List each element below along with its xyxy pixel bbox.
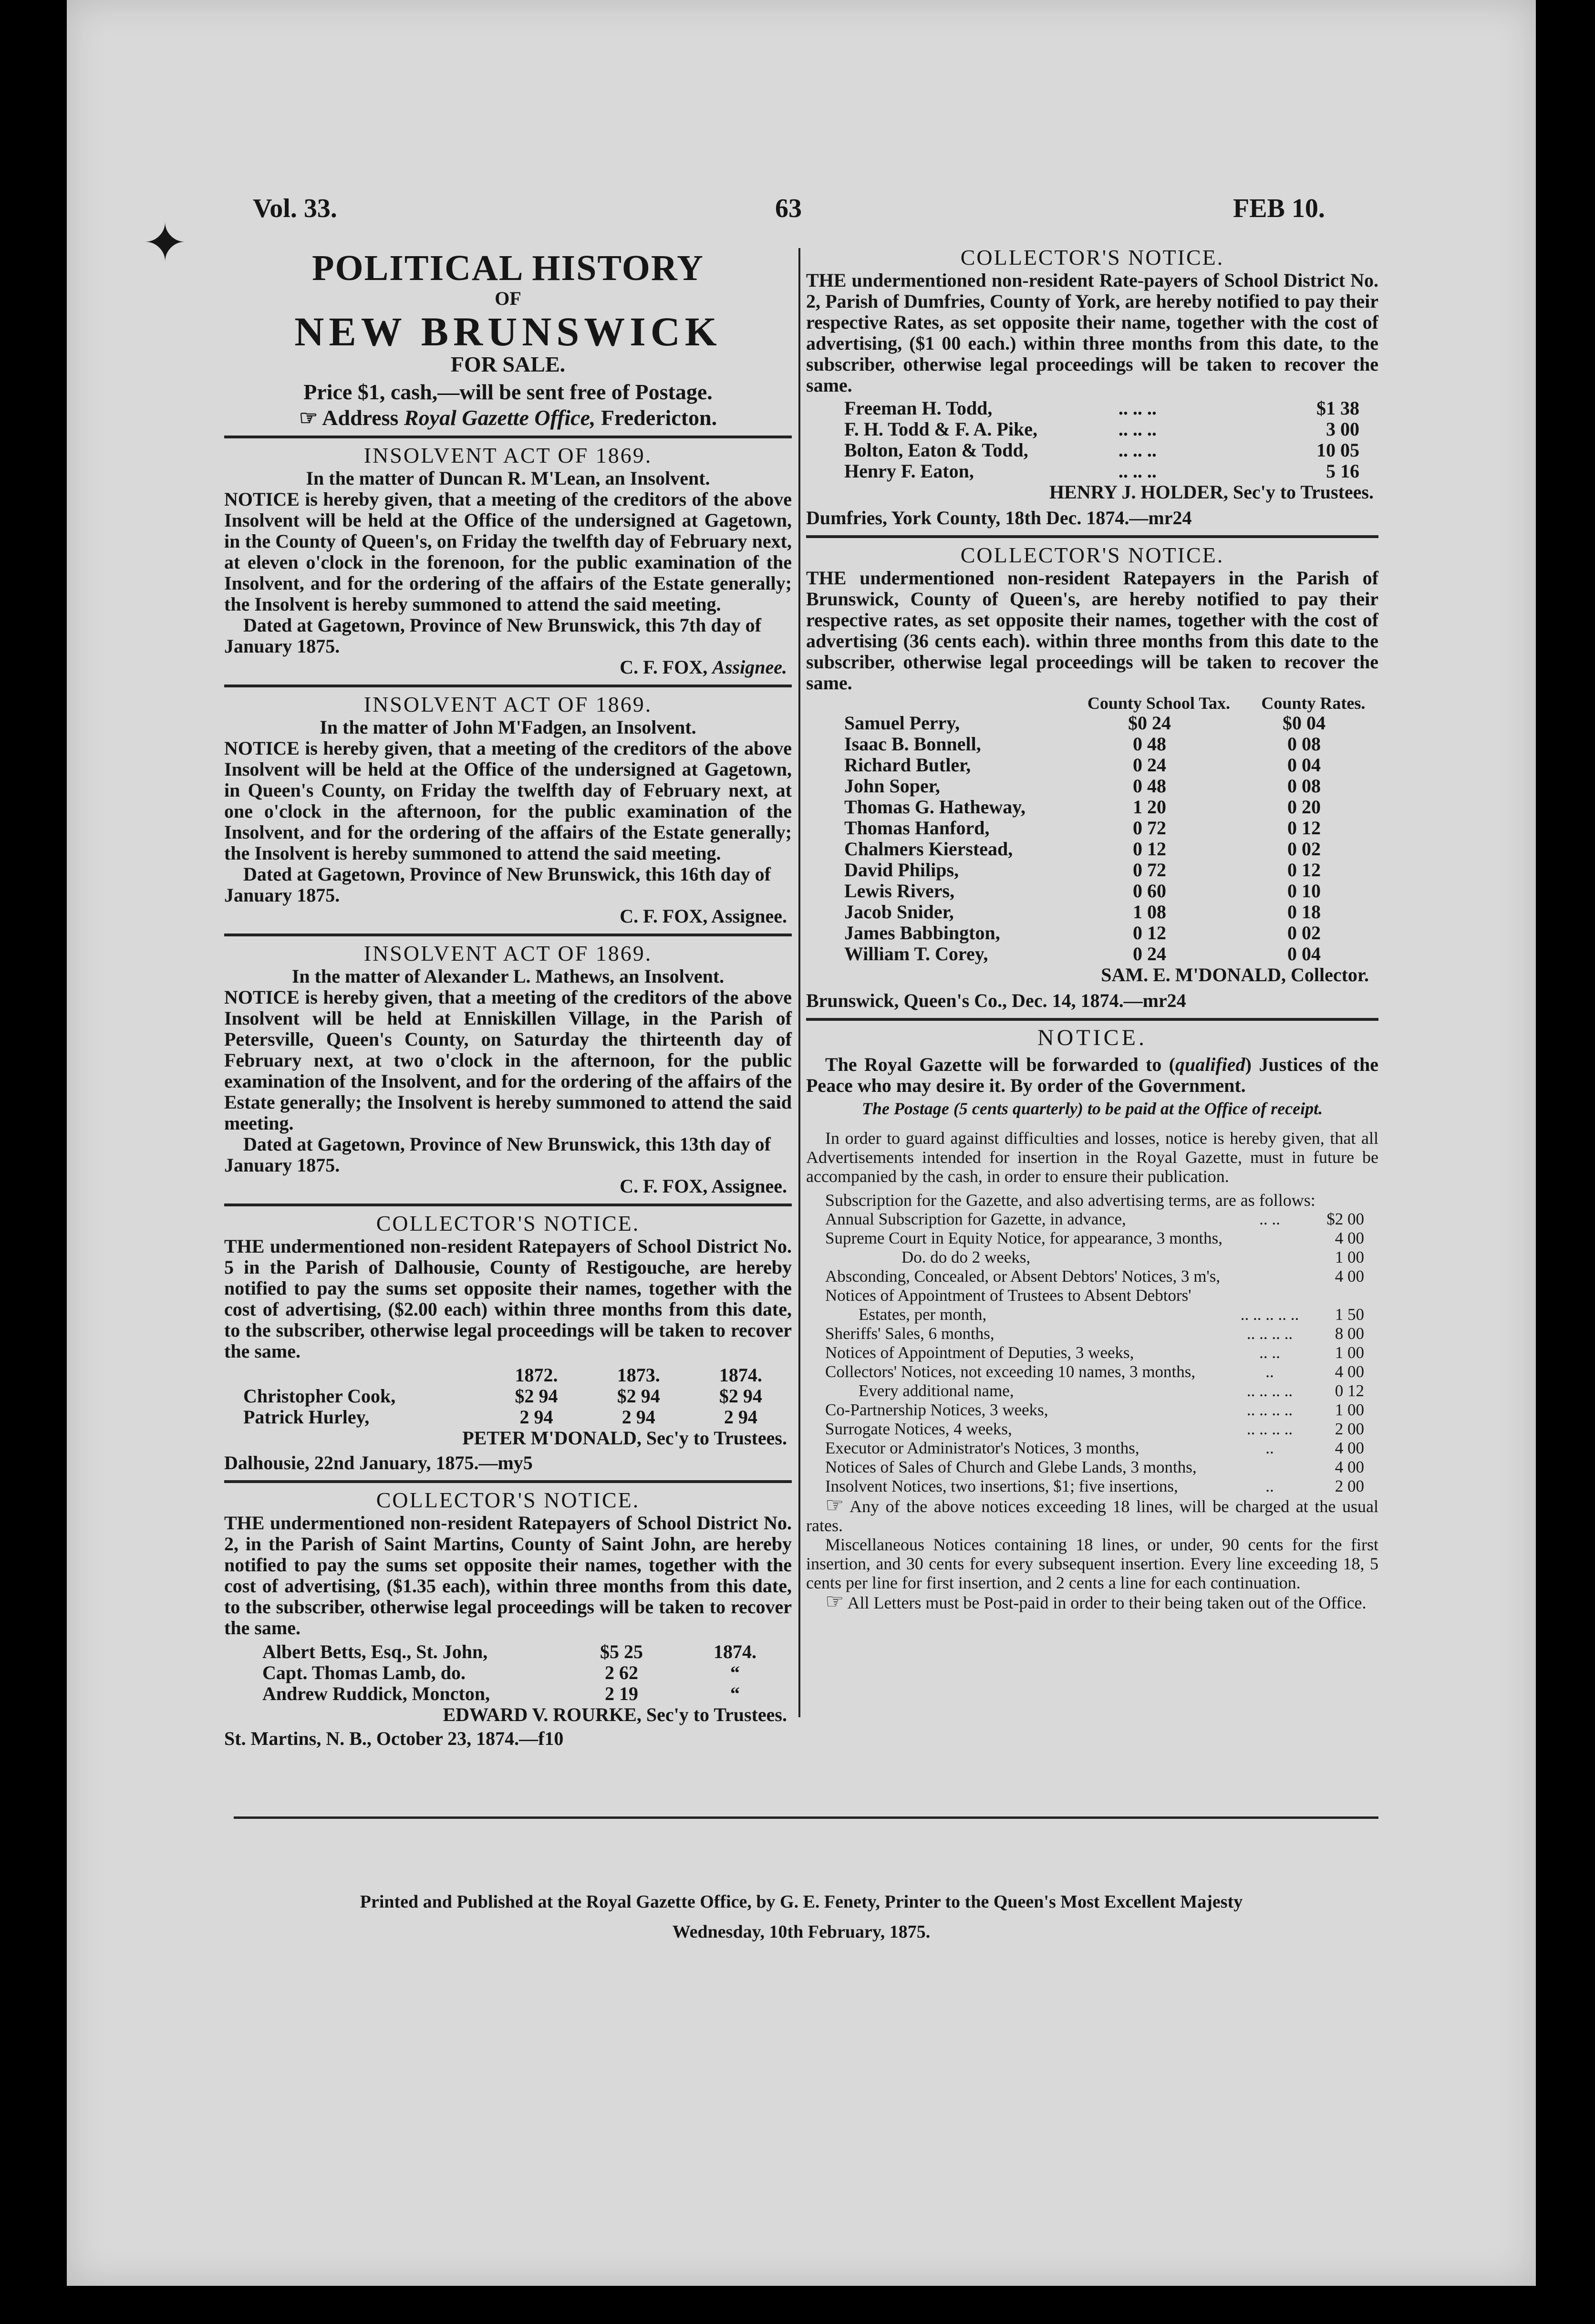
- bottom-rule: [234, 1816, 1378, 1819]
- table-row: William T. Corey, 0 24 0 04: [844, 943, 1321, 965]
- table-row: Christopher Cook, $2 94 $2 94 $2 94: [243, 1385, 762, 1407]
- fee-row: Supreme Court in Equity Notice, for appearance, 3 months, 4 00: [825, 1229, 1364, 1247]
- notice-title: COLLECTOR'S NOTICE.: [376, 1211, 640, 1235]
- notice-body: NOTICE is hereby given, that a meeting of the creditors of the above Insolvent will be held at the Office of the undersigned at Gagetown, in the County of Queen's, on Friday the twelfth day of February next, at eleven o'clock in the forenoon, for the public examination of the Insolvent, and for the ordering of the affairs of the Estate generally; the Insolvent is hereby summoned to attend the said meeting.: [224, 488, 792, 615]
- insolvent-notice-3: [224, 941, 792, 1197]
- fee-row: Annual Subscription for Gazette, in advance, .. .. $2 00: [825, 1210, 1364, 1228]
- notice-body: NOTICE is hereby given, that a meeting of the creditors of the above Insolvent will be held at the Office of the undersigned at Gagetown, in Queen's County, on Friday the twelfth day of February next, at one o'clock in the afternoon, for the public examination of the Insolvent, and for the ordering of the affairs of the Estate generally; the Insolvent is hereby summoned to attend the said meeting.: [224, 737, 792, 864]
- imprint-line: Printed and Published at the Royal Gazette Office, by G. E. Fenety, Printer to the Queen's Most Excellent Majesty: [360, 1892, 1243, 1912]
- year-header: 1872.: [515, 1364, 558, 1386]
- notice-dated: St. Martins, N. B., October 23, 1874.—f10: [224, 1728, 564, 1749]
- ratepayer-table: [806, 694, 1378, 713]
- notice-postage: The Postage (5 cents quarterly) to be paid at the Office of receipt.: [861, 1099, 1323, 1118]
- notice-signer: HENRY J. HOLDER, Sec'y to Trustees.: [1049, 481, 1374, 503]
- fee-row: Insolvent Notices, two insertions, $1; five insertions, .. 2 00: [825, 1477, 1364, 1495]
- divider: [224, 685, 792, 687]
- notice-title: INSOLVENT ACT OF 1869.: [363, 692, 652, 716]
- ratepayer-table: [806, 398, 1378, 482]
- ratepayer-table: [224, 1365, 792, 1428]
- insolvent-notice-2: [224, 692, 792, 927]
- divider: [224, 436, 792, 438]
- notice-excess-lines: ☞ Any of the above notices exceeding 18 lines, will be charged at the usual rates.: [806, 1494, 1378, 1535]
- notice-signer: PETER M'DONALD, Sec'y to Trustees.: [462, 1427, 787, 1449]
- fee-row: Notices of Appointment of Trustees to Absent Debtors': [825, 1286, 1191, 1305]
- ad-forsale: FOR SALE.: [450, 352, 566, 376]
- ad-name: NEW BRUNSWICK: [294, 309, 722, 354]
- column-divider: [798, 248, 800, 1717]
- notice-body: THE undermentioned non-resident Rate-payers of School District No. 2, Parish of Dumfries, County of York, are hereby notified to pay their respective Rates, as set opposite their name, together with the cost of advertising, ($1 00 each.) within three months from this date, to the subscriber, otherwise legal proceedings will be taken to recover the same.: [806, 270, 1378, 396]
- notice-signer: SAM. E. M'DONALD, Collector.: [1101, 964, 1369, 986]
- fee-row: Do. do do 2 weeks, 1 00: [901, 1248, 1364, 1266]
- table-row: Isaac B. Bonnell, 0 48 0 08: [844, 733, 1321, 755]
- pointing-hand-icon: ☞: [299, 406, 318, 430]
- notice-title: INSOLVENT ACT OF 1869.: [363, 443, 652, 467]
- column-header: County School Tax.: [1087, 694, 1230, 713]
- notice-body: THE undermentioned non-resident Ratepayers of School District No. 2, in the Parish of Saint Martins, County of Saint John, are hereby notified to pay the sums set opposite their names, together with the cost of advertising, ($1.35 each), within three months from this date, to the subscriber, otherwise legal proceedings will be taken to recover the same.: [224, 1512, 792, 1639]
- divider: [224, 1204, 792, 1206]
- fee-row: Sheriffs' Sales, 6 months, .. .. .. .. 8 00: [825, 1324, 1364, 1343]
- table-row: F. H. Todd & F. A. Pike, .. .. .. 3 00: [844, 418, 1359, 440]
- pointing-hand-icon: ☞: [825, 1590, 844, 1613]
- hand-mark-icon: ✦: [143, 214, 187, 272]
- year-header: 1874.: [719, 1364, 762, 1386]
- divider: [806, 535, 1378, 538]
- ad-price: Price $1, cash,—will be sent free of Postage.: [303, 380, 713, 404]
- divider: [806, 1018, 1378, 1021]
- notice-matter: In the matter of Alexander L. Mathews, an Insolvent.: [291, 965, 725, 987]
- table-row: Freeman H. Todd, .. .. .. $1 38: [844, 397, 1359, 419]
- fee-row: Absconding, Concealed, or Absent Debtors' Notices, 3 m's, 4 00: [825, 1267, 1364, 1286]
- fee-table: [806, 1210, 1378, 1496]
- fee-row: Surrogate Notices, 4 weeks, .. .. .. .. 2 00: [825, 1420, 1364, 1438]
- notice-dated: Dalhousie, 22nd January, 1875.—my5: [224, 1452, 533, 1473]
- notice-miscellaneous: Miscellaneous Notices containing 18 lines, or under, 90 cents for the first insertion, and 30 cents for every subsequent insertion. Every line exceeding 18, 5 cents per line for first insertion, and 2 cents a line for each continuation.: [806, 1535, 1378, 1592]
- political-history-ad: [224, 248, 792, 429]
- table-row: John Soper, 0 48 0 08: [844, 775, 1321, 797]
- ad-address: ☞ Address Royal Gazette Office, Fredericton.: [299, 405, 717, 430]
- notice-title: NOTICE.: [1037, 1025, 1147, 1050]
- collector-notice-brunswick: [806, 543, 1378, 1011]
- collector-notice-dalhousie: [224, 1211, 792, 1473]
- fee-row: Co-Partnership Notices, 3 weeks, .. .. .. .. 1 00: [825, 1401, 1364, 1419]
- notice-dated: Dated at Gagetown, Province of New Brunswick, this 7th day of January 1875.: [224, 614, 761, 657]
- table-row: Chalmers Kierstead, 0 12 0 02: [844, 838, 1321, 860]
- divider: [224, 1480, 792, 1483]
- notice-dated: Dumfries, York County, 18th Dec. 1874.—mr24: [806, 507, 1192, 529]
- notice-title: COLLECTOR'S NOTICE.: [376, 1488, 640, 1512]
- notice-justices: The Royal Gazette will be forwarded to (qualified) Justices of the Peace who may desire it. By order of the Government.: [806, 1054, 1378, 1096]
- table-row: Jacob Snider, 1 08 0 18: [844, 901, 1321, 923]
- column-header: County Rates.: [1261, 694, 1366, 713]
- collector-notice-stmartins: [224, 1488, 792, 1749]
- table-row: Capt. Thomas Lamb, do. 2 62 “: [262, 1662, 740, 1683]
- table-row: Thomas Hanford, 0 72 0 12: [844, 817, 1321, 839]
- notice-signer: C. F. FOX, Assignee.: [620, 656, 787, 678]
- page-number: 63: [775, 194, 802, 223]
- notice-matter: In the matter of John M'Fadgen, an Insolvent.: [320, 716, 696, 738]
- notice-dated: Dated at Gagetown, Province of New Brunswick, this 13th day of January 1875.: [224, 1133, 771, 1176]
- insolvent-notice-1: [224, 443, 792, 678]
- table-row: James Babbington, 0 12 0 02: [844, 922, 1321, 944]
- ratepayer-rows: [806, 713, 1378, 965]
- notice-title: INSOLVENT ACT OF 1869.: [363, 941, 652, 965]
- table-row: Andrew Ruddick, Moncton, 2 19 “: [262, 1683, 740, 1704]
- ad-title: POLITICAL HISTORY: [312, 248, 704, 288]
- ad-of: OF: [495, 288, 521, 309]
- notice-title: COLLECTOR'S NOTICE.: [960, 245, 1224, 270]
- pointing-hand-icon: ☞: [825, 1494, 844, 1517]
- notice-dated: Dated at Gagetown, Province of New Brunswick, this 16th day of January 1875.: [224, 863, 771, 906]
- gazette-notice: [806, 1026, 1378, 1612]
- table-row: Richard Butler, 0 24 0 04: [844, 754, 1321, 776]
- notice-signer: EDWARD V. ROURKE, Sec'y to Trustees.: [443, 1704, 787, 1725]
- fee-row: Collectors' Notices, not exceeding 10 names, 3 months, .. 4 00: [825, 1362, 1364, 1381]
- fee-row: Executor or Administrator's Notices, 3 months, .. 4 00: [825, 1439, 1364, 1457]
- notice-matter: In the matter of Duncan R. M'Lean, an Insolvent.: [306, 467, 710, 489]
- notice-letters: ☞ All Letters must be Post-paid in order to their being taken out of the Office.: [825, 1590, 1367, 1613]
- ratepayer-table: [224, 1641, 792, 1704]
- year-header: 1873.: [617, 1364, 660, 1386]
- issue-date: FEB 10.: [1233, 194, 1325, 223]
- collector-notice-dumfries: [806, 245, 1378, 529]
- notice-advertisements: In order to guard against difficulties and losses, notice is hereby given, that all Advertisements intended for insertion in the Royal Gazette, must in future be accompanied by the cash, in order to ensure their publication.: [806, 1129, 1378, 1186]
- notice-dated: Brunswick, Queen's Co., Dec. 14, 1874.—mr24: [806, 990, 1186, 1011]
- table-row: Thomas G. Hatheway, 1 20 0 20: [844, 796, 1321, 818]
- table-row: Patrick Hurley, 2 94 2 94 2 94: [243, 1406, 757, 1428]
- notice-body: THE undermentioned non-resident Ratepayers of School District No. 5 in the Parish of Dalhousie, County of Restigouche, are hereby notified to pay the sums set opposite their names, together with the cost of advertising, ($2.00 each) within three months from this date, to the subscriber, otherwise legal proceedings will be taken to recover the same.: [224, 1235, 792, 1362]
- notice-signer: C. F. FOX, Assignee.: [620, 905, 787, 927]
- fee-row: Notices of Appointment of Deputies, 3 weeks, .. .. 1 00: [825, 1343, 1364, 1362]
- table-row: Bolton, Eaton & Todd, .. .. .. 10 05: [844, 439, 1359, 461]
- table-row: Samuel Perry, $0 24 $0 04: [844, 712, 1326, 734]
- table-row: David Philips, 0 72 0 12: [844, 859, 1321, 881]
- fee-row: Estates, per month, .. .. .. .. .. 1 50: [859, 1305, 1364, 1324]
- notice-terms: Subscription for the Gazette, and also advertising terms, are as follows:: [825, 1191, 1315, 1210]
- divider: [224, 934, 792, 936]
- notice-body: NOTICE is hereby given, that a meeting of the creditors of the above Insolvent will be held at Enniskillen Village, in the Parish of Petersville, Queen's County, on Saturday the thirteenth day of February next, at two o'clock in the afternoon, for the public examination of the Insolvent, and for the ordering of the affairs of the Estate generally; the Insolvent is hereby summoned to attend the said meeting.: [224, 986, 792, 1134]
- volume-number: Vol. 33.: [253, 194, 337, 223]
- fee-row: Notices of Sales of Church and Glebe Lands, 3 months, 4 00: [825, 1458, 1364, 1476]
- notice-body: THE undermentioned non-resident Ratepayers in the Parish of Brunswick, County of Queen's, are hereby notified to pay their respective rates, as set opposite their names, together with the cost of advertising (36 cents each). within three months from this date to the subscriber, otherwise legal proceedings will be taken to recover the same.: [806, 567, 1378, 694]
- table-row: Albert Betts, Esq., St. John, $5 25 1874.: [262, 1641, 756, 1662]
- imprint-date: Wednesday, 10th February, 1875.: [672, 1922, 931, 1942]
- fee-row: Every additional name, .. .. .. .. 0 12: [859, 1381, 1364, 1400]
- right-column: [806, 245, 1378, 1613]
- notice-title: COLLECTOR'S NOTICE.: [960, 543, 1224, 567]
- table-row: Lewis Rivers, 0 60 0 10: [844, 880, 1321, 902]
- left-column: [224, 248, 792, 1749]
- notice-signer: C. F. FOX, Assignee.: [620, 1175, 787, 1197]
- table-row: Henry F. Eaton, .. .. .. 5 16: [844, 460, 1359, 482]
